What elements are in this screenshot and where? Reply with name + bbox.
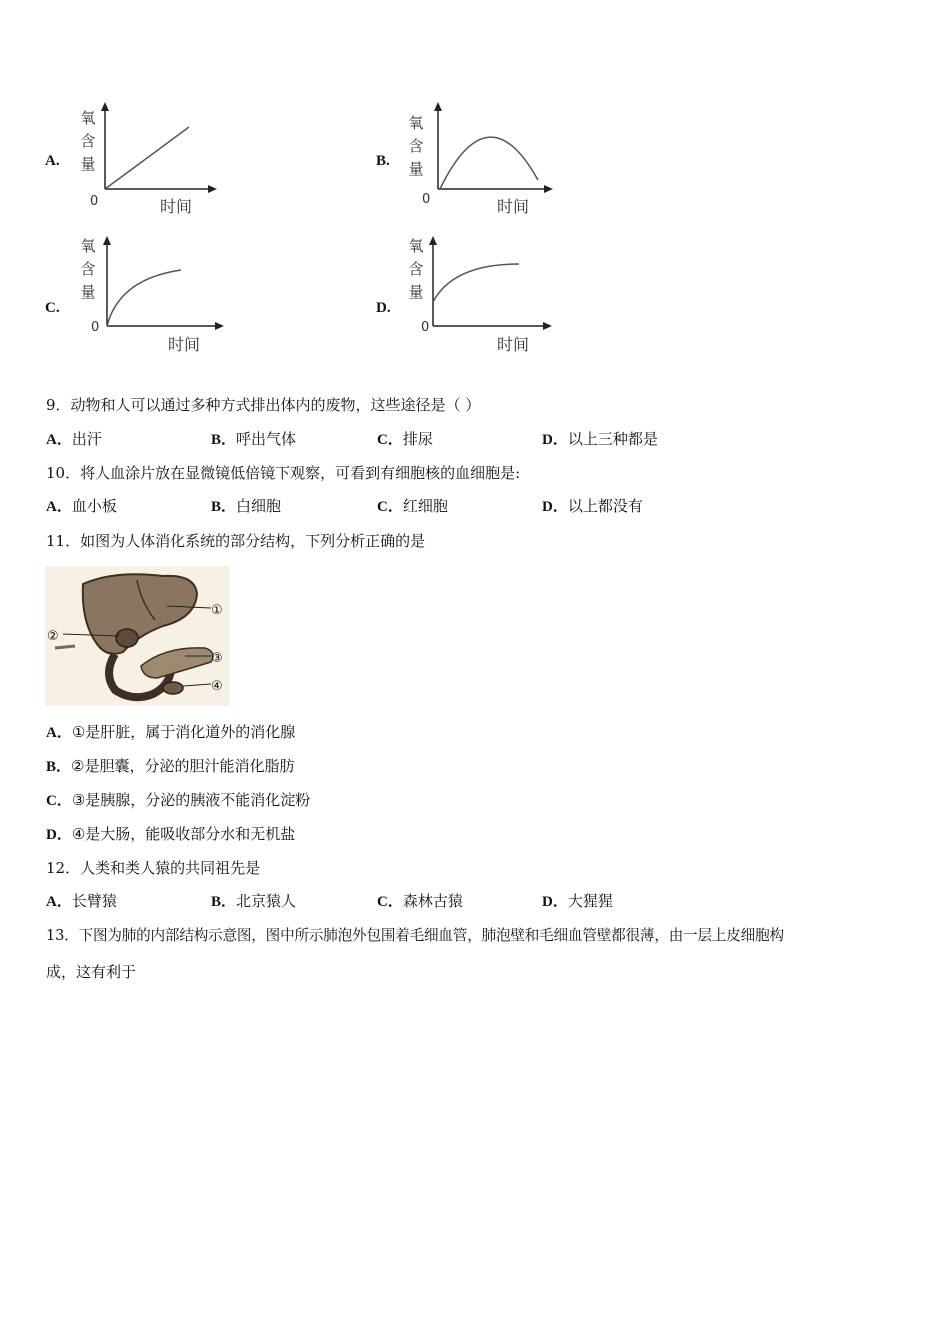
graph-c-origin: 0 — [91, 320, 100, 335]
graph-c-plot — [97, 234, 232, 334]
q11-option-d: D．④是大肠，能吸收部分水和无机盐 — [46, 825, 296, 843]
q13-stem-line2: 成，这有利于 — [46, 963, 137, 981]
graph-b-ylabel: 氧 含 量 — [408, 114, 424, 178]
graph-d-plot — [423, 234, 558, 334]
q12-stem: 12．人类和类人猿的共同祖先是 — [46, 859, 261, 877]
q9-option-d: D．以上三种都是 — [542, 430, 658, 448]
graph-d-origin: 0 — [421, 320, 430, 335]
figure-label-2: ② — [47, 629, 59, 644]
graph-b-xlabel: 时间 — [497, 197, 530, 216]
q10-stem: 10．将人血涂片放在显微镜低倍镜下观察，可看到有细胞核的血细胞是: — [46, 464, 521, 482]
gallbladder-shape — [116, 629, 138, 647]
graph-b-letter: B. — [376, 153, 390, 169]
q10-option-a: A．血小板 — [46, 497, 117, 515]
q11-stem: 11．如图为人体消化系统的部分结构，下列分析正确的是 — [46, 532, 426, 550]
graph-a-letter: A. — [45, 153, 60, 169]
q12-option-a: A．长臂猿 — [46, 892, 117, 910]
graph-a-xlabel: 时间 — [160, 197, 193, 216]
figure-label-3: ③ — [211, 651, 223, 666]
graph-d-letter: D. — [376, 300, 391, 316]
graph-b-plot — [428, 100, 558, 195]
graph-c-ylabel: 氧 含 量 — [80, 237, 96, 301]
graph-c-letter: C. — [45, 300, 60, 316]
q12-option-c: C．森林古猿 — [377, 892, 463, 910]
q12-option-d: D．大猩猩 — [542, 892, 613, 910]
q10-option-c: C．红细胞 — [377, 497, 448, 515]
q12-option-b: B．北京猿人 — [211, 892, 297, 910]
graph-d-xlabel: 时间 — [497, 335, 530, 354]
q11-option-b: B．②是胆囊，分泌的胆汁能消化脂肪 — [46, 757, 295, 775]
q9-option-a: A．出汗 — [46, 430, 102, 448]
graph-a-plot — [95, 100, 225, 195]
graph-b-origin: 0 — [422, 192, 431, 207]
q9-stem: 9．动物和人可以通过多种方式排出体内的废物，这些途径是（ ） — [46, 396, 481, 414]
graph-d-ylabel: 氧 含 量 — [408, 237, 424, 301]
graph-c-xlabel: 时间 — [168, 335, 201, 354]
q11-option-a: A．①是肝脏，属于消化道外的消化腺 — [46, 723, 296, 741]
digestive-system-figure — [45, 566, 230, 706]
figure-label-1: ① — [211, 603, 223, 618]
q10-option-d: D．以上都没有 — [542, 497, 643, 515]
q11-option-c: C．③是胰腺，分泌的胰液不能消化淀粉 — [46, 791, 311, 809]
q9-option-c: C．排尿 — [377, 430, 433, 448]
figure-label-4: ④ — [211, 679, 223, 694]
q9-option-b: B．呼出气体 — [211, 430, 297, 448]
graph-a-ylabel: 氧 含 量 — [80, 109, 96, 173]
q10-option-b: B．白细胞 — [211, 497, 282, 515]
q13-stem-line1: 13．下图为肺的内部结构示意图，图中所示肺泡外包围着毛细血管，肺泡壁和毛细血管壁都很薄，由一层上皮细胞构 — [46, 927, 784, 944]
graph-a-origin: 0 — [90, 194, 99, 209]
